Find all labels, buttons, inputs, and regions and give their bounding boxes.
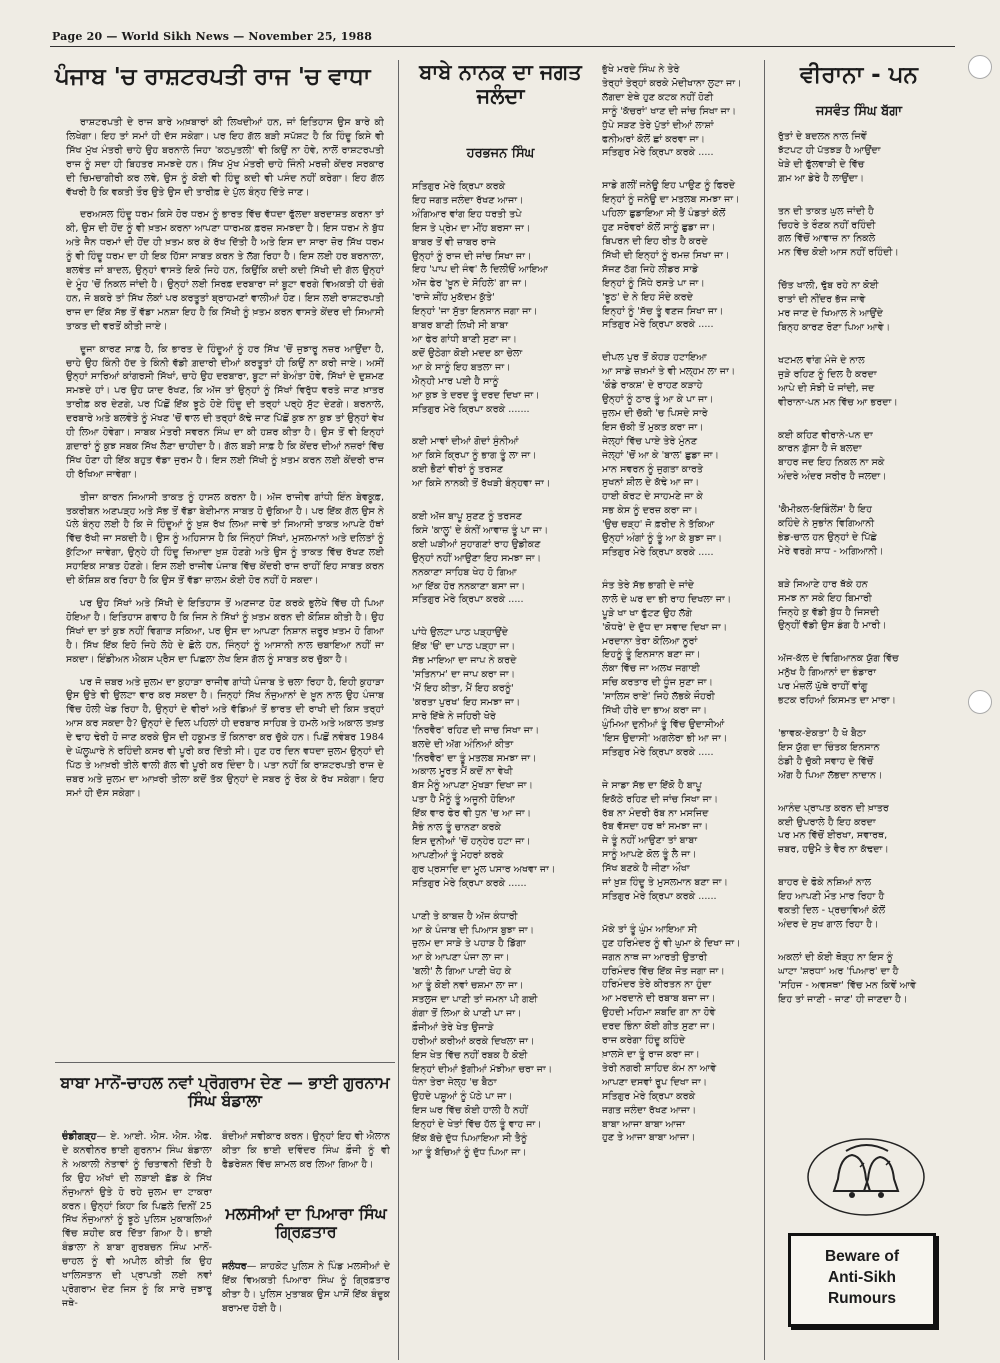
- poem-line: ਅੰਦਰ ਦੇ ਸੁਖ ਗਾਲ ਰਿਹਾ ਹੈ।: [778, 918, 879, 930]
- poem-line: ਚਿੱਤ ਖਾਲੀ, ਢੁੱਬ ਰਹੇ ਨਾ ਕੋਈ: [778, 280, 879, 292]
- poem-line: ਕਈ ਅੱਜ ਬਾਪੂ ਸੁਣਣ ਨੂੰ ਤਰਸਣ: [412, 511, 522, 523]
- stanza: [602, 179, 760, 332]
- poem-line: ਸਭ ਕੇਸ ਨੂੰ ਦਰਜ਼ ਕਰਾ ਜਾ।: [602, 505, 698, 517]
- poem-line: ਇਨ੍ਹਾਂ ਨੂੰ 'ਸੱਚ ਤੂੰ ਵਣਜ ਸਿਖਾ ਜਾ।: [602, 305, 724, 317]
- poem-line: ਸਚਿ ਕਰਤਾਰ ਦੀ ਧੂੰਜ ਸੁਣਾ ਜਾ।: [602, 677, 713, 689]
- stanza: [602, 579, 760, 760]
- poem-line: ਉਨ੍ਹਾਂ ਨੂੰ ਠਾਰ ਤੂੰ ਆ ਕੇ ਪਾ ਜਾ।: [602, 394, 714, 406]
- poem-byline: ਜਸਵੰਤ ਸਿੰਘ ਬੱਗਾ: [815, 104, 903, 119]
- poem-line: ਅਕਾਲ ਮੂਰਤ ਮੈਂ ਕਦੋਂ ਨਾ ਵੇਖੀ: [412, 766, 513, 778]
- poem-line: ਇਸ ਯੁੱਗ ਦਾ ਚਿੰਤਕ ਇਨਸਾਨ: [778, 741, 880, 753]
- poem-line: ਜੁੜੇ ਰਹਿਣ ਨੂੰ ਦਿਲ ਹੈ ਕਰਦਾ: [778, 368, 877, 380]
- poem-line: ਸਾਡੇ ਗਲੀਂ ਜਨੇਊ ਇਹ ਪਾਉਣ ਨੂੰ ਫਿਰਦੇ: [602, 180, 736, 192]
- poem-line: ਰਾਜ ਕਰੇਗਾ ਹਿੰਦੂ ਕਹਿੰਦੇ: [602, 1035, 686, 1047]
- stanza: [778, 279, 948, 335]
- poem-line: ਫ਼ੌਜੀਆਂ ਤੇਰੇ ਖੇਤ ਉਜਾੜੇ: [412, 1021, 494, 1033]
- poem-line: ਸਤਿਗੁਰ ਮੇਰੇ ਕ੍ਰਿਪਾ ਕਰਕੇ .....: [602, 547, 714, 558]
- poem-line: ਅੱਗ ਹੈ ਪਿਆ ਲੱਭਦਾ ਨਾਦਾਨ।: [778, 769, 883, 781]
- poem-line: ਬਾਬਰ ਤੋਂ ਵੀ ਜ਼ਾਬਰ ਰਾਜੇ: [412, 236, 496, 248]
- poem-line: ਇੱਕ ਬੱਚੇ ਦੁੱਧ ਪਿਆਇਆ ਸੀ ਤੈਨੂੰ: [412, 1133, 528, 1145]
- poem-line: ਮਰਦਾਨਾ ਤੇਰਾ ਕੋਲਿਆ ਨੂਰਾਂ: [602, 635, 698, 647]
- poem-line: ਆ ਕਿਸੇ ਕ੍ਰਿਪਾ ਨੂੰ ਭਾਗ ਤੂੰ ਲਾ ਜਾ।: [412, 450, 537, 462]
- poem-line: 'ਨਿਰਵੈਰ' ਦਾ ਤੂੰ ਮਤਲਬ ਸਮਝਾ ਜਾ।: [412, 752, 537, 764]
- poem-line: ਕਿਸੇ 'ਕਾਲੂ' ਦੇ ਕੰਨੀਂ ਆਵਾਜ਼ ਤੂੰ ਪਾ ਜਾ।: [412, 524, 549, 536]
- poem-line: ਬਾਹਰ ਜਦ ਇਹ ਨਿਕਲ ਨਾ ਸਕੇ: [778, 457, 885, 469]
- poem-line: ਹਰਿਮੰਦਰ ਤੇਰੇ ਕੀਰਤਨ ਨਾ ਹੁੰਦਾ: [602, 979, 712, 991]
- notice-box: [788, 1233, 936, 1327]
- stanza: [778, 503, 948, 559]
- stanza: [778, 652, 948, 708]
- binder-hole: [968, 55, 992, 79]
- poem-line: ਕਹਿੰਦੇ ਨੇ ਸੁਭਾਂਨ ਵਿਗਿਆਨੀ: [778, 518, 875, 530]
- poem-line: ਅੱਜ ਫੇਰ 'ਖ਼ੂਨ ਦੇ ਸੋਹਿਲੇ' ਗਾ ਜਾ।: [412, 278, 528, 290]
- poem-line: ਮਰ ਜਾਣ ਦੇ ਖਿਆਲ ਨੇ ਆਉਂਦੇ: [778, 308, 883, 320]
- poem-line: ਸਤਿਗੁਰ ਮੇਰੇ ਕ੍ਰਿਪਾ ਕਰਕੇ .....: [602, 147, 714, 159]
- article-paragraph: ਤੀਜਾ ਕਾਰਨ ਸਿਆਸੀ ਤਾਕਤ ਨੂੰ ਹਾਸਲ ਕਰਨਾ ਹੈ। ਅੱਜ ਰਾਜੀਵ ਗਾਂਧੀ ਇੰਨ ਬੇਵਕੂਫ਼, ਤਕਰੀਬਨ ਅਣਪੜ੍ਹ ਅਤੇ ਸੱਭ ਤੋਂ ਵੱਡਾ ਬੇਈਮਾਨ ਸਾਬਤ ਹੋ ਚੁੱਕਿਆ ਹੈ। ਪਰ ਇੱਕ ਗੱਲ ਉਸ ਨੇ ਪੱਲੇ ਬੰਨ੍ਹ ਲਈ ਹੈ ਕਿ ਜੇ ਹਿੰਦੂਆਂ ਨੂੰ ਖ਼ੁਸ਼ ਰੱਖ ਲਿਆ ਜਾਵੇ ਤਾਂ ਸਿਆਸੀ ਤਾਕਤ ਆਪਣੇ ਹੱਥਾਂ ਵਿੱਚ ਰੱਖੀ ਜਾ ਸਕਦੀ ਹੈ। ਉਸ ਨੂੰ ਅਹਿਸਾਸ ਹੈ ਕਿ ਜਿੰਨ੍ਹਾਂ ਸਿੱਖਾਂ, ਮੁਸਲਮਾਨਾਂ ਅਤੇ ਦਲਿਤਾਂ ਨੂੰ ਕੁੱਟਿਆ ਜਾਵੇਗਾ, ਉਨ੍ਹੇ ਹੀ ਹਿੰਦੂ ਜ਼ਿਆਦਾ ਖ਼ੁਸ਼ ਹੋਣਗੇ ਅਤੇ ਉਸ ਨੂੰ ਤਾਕਤ ਵਿੱਚ ਰੱਖਣ ਲਈ ਸਹਾਇਕ ਸਾਬਤ ਹੋਣਗੇ। ਇਸ ਲਈ ਰਾਜੀਵ ਪੰਜਾਬ ਵਿੱਚ ਕੇਂਦਰੀ ਰਾਜ ਰਾਹੀਂ ਇਹ ਸਾਬਤ ਕਰਨ ਦੀ ਕੋਸ਼ਿਸ਼ ਕਰ ਰਿਹਾ ਹੈ ਕਿ ਉਸ ਤੋਂ ਵੱਡਾ ਜ਼ਾਲਮ ਕੋਈ ਹੋਰ ਨਹੀਂ ਹੋ ਸਕਦਾ।: [66, 491, 384, 587]
- notice-line: Anti-Sikh: [827, 1269, 897, 1286]
- poem-line: ਕਈ ਉਪਰਾਲੇ ਹੈ ਇਹ ਕਰਦਾ: [778, 816, 876, 828]
- poem-line: ਜੇਲ੍ਹਾਂ ਵਿੱਚ ਪਾਏ ਤੇਰੇ ਮੁੰਨਣ: [602, 435, 698, 447]
- poem-line: ਹੁਣ ਹਰਿਮੰਦਰ ਨੂੰ ਵੀ ਘੁਮਾ ਕੇ ਦਿਖਾ ਜਾ।: [602, 937, 741, 949]
- poem-line: ਭਟਕ ਰਹਿਆਂ ਕਿਸਮਤ ਦਾ ਮਾਰਾ।: [778, 695, 896, 707]
- poem-line: ਸਤਿਗੁਰ ਮੇਰੇ ਕ੍ਰਿਪਾ ਕਰਕੇ: [412, 181, 506, 192]
- poem-line: ਜੇਲ੍ਹਾਂ 'ਚੋਂ ਆ ਕੇ 'ਬਾਲ' ਛੁਡਾ ਜਾ।: [602, 449, 719, 461]
- column-rule: [764, 60, 765, 1360]
- poem-line: ਖਟਮਲ ਵਾਂਗ ਮੰਜੇ ਦੇ ਨਾਲ: [778, 354, 865, 366]
- poem-line: ਅੱਜ-ਕੱਲ ਦੇ ਵਿਗਿਆਨਕ ਯੁੱਗ ਵਿੱਚ: [778, 653, 899, 665]
- poem-line: ਪਤਾ ਹੈ ਮੈਨੂੰ ਤੂੰ ਅਜੂਨੀ ਹੋਇਆ: [412, 794, 515, 806]
- poem-line: ਸਤਿਗੁਰ ਮੇਰੇ ਕ੍ਰਿਪਾ ਕਰਕੇ ......: [412, 877, 527, 889]
- poem-line: ਹਾਈ ਕੋਰਟ ਦੇ ਸਾਹਮਣੇ ਜਾ ਕੇ: [602, 491, 703, 503]
- poem-line: ਇਨ੍ਹਾਂ ਨੂੰ ਜਨੇਊ ਦਾ ਮਤਲਬ ਸਮਝਾ ਜਾ।: [602, 194, 740, 206]
- poem-line: ਬਿਪਰਨ ਦੀ ਇਹ ਰੀਤ ਹੈ ਕਰਦੇ: [602, 235, 708, 247]
- poem-line: ਦਰਦ ਭਿੰਨਾ ਕੋਈ ਗੀਤ ਸੁਣਾ ਜਾ।: [602, 1021, 716, 1033]
- article-headline: ਬਾਬਾ ਮਾਨੋਂ-ਚਾਹਲ ਨਵਾਂ ਪ੍ਰੋਗਰਾਮ ਦੇਣ — ਭਾਈ ਗੁਰਨਾਮ ਸਿੰਘ ਬੰਡਾਲਾ: [60, 1073, 390, 1111]
- poem-line: ਭੁੱਖੇ ਮਰਦੇ ਸਿੰਘ ਨੇ ਤੇਰੇ: [602, 64, 680, 75]
- poem-line: ਵਕਤੀ ਦਿਲ - ਪ੍ਰਚਾਵਿਆਂ ਕੋਲੋਂ: [778, 905, 886, 917]
- poem-column: [778, 130, 948, 1130]
- stanza: [412, 435, 598, 491]
- poem-line: ਆ ਸਾਡੇ ਜ਼ਖ਼ਮਾਂ ਤੇ ਵੀ ਮਲ੍ਹਮ ਲਾ ਜਾ।: [602, 366, 736, 378]
- stanza: [602, 923, 760, 1146]
- poem-line: ਬਾਬਾ ਆਜਾ ਬਾਬਾ ਆਜਾ: [602, 1118, 685, 1130]
- poem-line: ਠੰਡੀ ਹੈ ਚੁੱਕੀ ਸਵਾਹ ਦੇ ਵਿੱਚੋਂ: [778, 755, 874, 767]
- stanza: [412, 180, 598, 416]
- poem-line: ਤੇਰੀ ਨਗਰੀ ਸ਼ਾਹਿਦ ਕੰਮ ਨਾ ਆਵੇ: [602, 1062, 717, 1074]
- article-body-left: [62, 1130, 212, 1358]
- poem-line: ਮੱਕੇ ਤਾਂ ਤੂੰ ਘੁੰਮ ਆਇਆ ਸੀ: [602, 923, 698, 935]
- poem-line: ਇਨ੍ਹਾਂ ਦੀਆਂ ਝੁੱਗੀਆਂ ਮੱਝੀਆ ਚਰਾ ਜਾ।: [412, 1063, 553, 1075]
- poem-line: ਇਨ੍ਹਾਂ ਦੇ ਖੇਤਾਂ ਵਿੱਚ ਹੱਲ ਤੂੰ ਵਾਹ ਜਾ।: [412, 1119, 542, 1131]
- poem-line: ਫਨੀਅਰਾਂ ਕੋਲੋਂ ਛਾਂ ਕਰਵਾ ਜਾ।: [602, 133, 706, 145]
- poem-line: ਭੇਡ-ਚਾਲ ਹਨ ਉਨ੍ਹਾਂ ਦੇ ਪਿੱਛੇ: [778, 531, 877, 543]
- poem-line: ਆਨੰਦ ਪ੍ਰਾਪਤ ਕਰਨ ਦੀ ਖ਼ਾਤਰ: [778, 802, 889, 814]
- stanza: [778, 429, 948, 485]
- poem-line: ਇਸ ਤੇ ਪ੍ਰੇਮ ਦਾ ਮੀਂਹ ਬਰਸਾ ਜਾ।: [412, 222, 531, 234]
- binder-hole: [968, 690, 992, 714]
- poem-line: ਹਰੀਆਂ ਕਰੀਆਂ ਕਰਕੇ ਦਿਖਲਾ ਜਾ।: [412, 1035, 535, 1047]
- poem-line: ਗਲ ਵਿੱਚੋਂ ਆਵਾਜ਼ ਨਾ ਨਿਕਲੇ: [778, 233, 876, 245]
- poem-line: ਇਸ ਘਰ ਵਿੱਚ ਕੋਈ ਹਾਲੀ ਹੈ ਨਹੀਂ: [412, 1105, 528, 1117]
- poem-line: ਅੰਦਰੇ ਅੰਦਰ ਸਰੀਰ ਹੈ ਜਲਦਾ।: [778, 471, 887, 483]
- article-body: [222, 1260, 390, 1358]
- poem-line: ਜੇ ਤੂੰ ਨਹੀਂ ਆਉਣਾ ਤਾਂ ਬਾਬਾ: [602, 835, 698, 847]
- poem-line: ਸੰਤ ਤੇਰੇ ਸੱਭ ਭਾਗੀ ਦੇ ਜਾਂਦੇ: [602, 579, 695, 591]
- dateline: ਚੰਡੀਗੜ੍ਹ: [62, 1131, 97, 1142]
- poem-line: ਜ਼ਬਰ, ਹਉਮੈ ਤੇ ਵੈਰ ਨਾ ਕੱਢਦਾ।: [778, 844, 889, 856]
- poem-line: ਸਾਰੇ ਇੱਥੇ ਨੇ ਜਹਿਰੀ ਖੋਰੇ: [412, 710, 496, 722]
- column-rule: [398, 60, 399, 1360]
- poem-line: 'ਸਾਲਿਸ ਰਾਏ' ਜਿਹੇ ਲੱਭਕੇ ਜੌਹਰੀ: [602, 691, 715, 703]
- poem-line: ਬਾਹਰ ਦੇ ਫੋਕੇ ਨਸ਼ਿਆਂ ਨਾਲ: [778, 877, 872, 889]
- article-paragraph: ਰਾਸ਼ਟਰਪਤੀ ਦੇ ਰਾਜ ਬਾਰੇ ਅਖ਼ਬਾਰਾਂ ਕੀ ਲਿਖਦੀਆਂ ਹਨ, ਜਾਂ ਇਤਿਹਾਸ ਉਸ ਬਾਰੇ ਕੀ ਲਿਖੇਗਾ। ਇਹ ਤਾਂ ਸਮਾਂ ਹੀ ਦੱਸ ਸਕੇਗਾ। ਪਰ ਇਹ ਗੱਲ ਬੜੀ ਸਪੱਸ਼ਟ ਹੈ ਕਿ ਹਿੰਦੂ ਕਿਸੇ ਵੀ ਸਿੱਖ ਮੁੱਖ ਮੰਤਰੀ ਚਾਹੇ ਉਹ ਬਰਨਾਲੇ ਜਿਹਾ 'ਕਠਪੁਤਲੀ' ਵੀ ਕਿਉਂ ਨਾ ਹੋਵੇ, ਨਾਲੋਂ ਰਾਸ਼ਟਰਪਤੀ ਰਾਜ ਨੂੰ ਸਦਾ ਹੀ ਬਿਹਤਰ ਸਮਝਦੇ ਹਨ। ਸਿੱਖ ਮੁੱਖ ਮੰਤਰੀ ਚਾਹੇ ਜਿੰਨੀ ਮਰਜ਼ੀ ਕੇਂਦਰ ਸਰਕਾਰ ਦੀ ਚਿਮਚਾਗੀਰੀ ਕਰ ਲਵੇ, ਉਸ ਨੂੰ ਕੋਈ ਵੀ ਹਿੰਦੂ ਕਦੀ ਵੀ ਪਸੰਦ ਨਹੀਂ ਕਰੇਗਾ। ਇਹ ਗੱਲ ਵੱਖਰੀ ਹੈ ਕਿ ਵਕਤੀ ਤੌਰ ਉਤੇ ਉਸ ਦੀ ਤਾਰੀਫ਼ ਦੇ ਪੁੱਲ ਬੰਨ੍ਹ ਦਿੱਤੇ ਜਾਣ।: [66, 117, 384, 198]
- poem-line: ਗੰਗਾ ਤੋਂ ਲਿਆ ਕੇ ਪਾਣੀ ਪਾ ਜਾ।: [412, 1007, 522, 1019]
- poem-line: ਗ਼ਮ ਆ ਡੇਰੇ ਹੈ ਲਾਉਂਦਾ।: [778, 172, 865, 184]
- poem-line: ਰਾਤਾਂ ਦੀ ਨੀਂਦਰ ਭੱਜ ਜਾਵੇ: [778, 294, 866, 306]
- poem-line: ਝੱਟਪਟ ਹੀ ਪੱਤਝੜ ਹੈ ਆਉਂਦਾ: [778, 144, 881, 156]
- poem-line: 'ਇਸ ਉਦਾਸੀ' ਅਗਲੇਰਾ ਭੀ ਆ ਜਾ।: [602, 732, 728, 744]
- poem-line: ਜ਼ੁਲਮ ਦੀ ਚੱਕੀ 'ਚ ਪਿਸਦੇ ਸਾਰੇ: [602, 407, 708, 419]
- poem-line: ਨਨਕਾਣਾ ਸਾਹਿਬ ਖੇਹ ਹੋ ਗਿਆ: [412, 566, 517, 578]
- poem-line: ਆ ਤੂੰ ਕੋਈ ਨਵਾਂ ਚਸ਼ਮਾ ਲਾ ਜਾ।: [412, 980, 524, 992]
- poem-line: ਸਿੱਖੀ ਦੀ ਇਨ੍ਹਾਂ ਨੂੰ ਰਮਜ਼ ਸਿਖਾ ਜਾ।: [602, 249, 730, 261]
- stanza: [412, 510, 598, 607]
- stanza: [602, 779, 760, 904]
- poem-line: ਘੁੰਮਿਆ ਦੁਨੀਆਂ ਤੂੰ ਵਿੱਚ ਉਦਾਸੀਆਂ: [602, 718, 725, 730]
- stanza: [412, 910, 598, 1160]
- poem-line: ਸਿੱਖੀ ਹੀਰੇ ਦਾ ਭਾਅ ਕਰਾ ਜਾ।: [602, 705, 708, 717]
- poem-line: ਮਨ ਵਿੱਚ ਕੋਈ ਆਸ ਨਹੀਂ ਰਹਿੰਦੀ।: [778, 247, 899, 259]
- poem-line: ਮਾਨ ਸਵਰਨ ਨੂੰ ਜੁਗਤਾ ਕਾਰਤੇ: [602, 463, 704, 475]
- poem-line: ਇਸ ਦੁਨੀਆਂ 'ਚੋਂ ਹਨ੍ਹੇਰ ਹਟਾ ਜਾ।: [412, 835, 531, 847]
- poem-line: ਆ ਕੇ ਆਪਣਾ ਪੰਜਾ ਲਾ ਜਾ।: [412, 952, 510, 964]
- notice-line: Beware of: [824, 1248, 900, 1265]
- stanza: [778, 951, 948, 1007]
- poem-title: ਬਾਬੇ ਨਾਨਕ ਦਾ ਜਗਤ ਜਲੰਦਾ: [419, 60, 582, 109]
- poem-line: ਇਹ ਤਾਂ ਜਾਣੀ - ਜਾਣ' ਹੀ ਜਾਣਦਾ ਹੈ।: [778, 993, 908, 1005]
- article-paragraph: ਦੂਜਾ ਕਾਰਣ ਸਾਫ਼ ਹੈ, ਕਿ ਭਾਰਤ ਦੇ ਹਿੰਦੂਆਂ ਨੂੰ ਹਰ ਸਿੱਖ 'ਚੋਂ ਜੁਝਾਰੂ ਨਜ਼ਰ ਆਉਂਦਾ ਹੈ, ਚਾਹੇ ਉਹ ਕਿੰਨੀ ਹੱਦ ਤੇ ਕਿੰਨੀ ਵੱਡੀ ਗ਼ਦਾਰੀ ਦੀਆਂ ਕਰਤੂਤਾਂ ਹੀ ਕਿਉਂ ਨਾ ਕਰੀ ਜਾਏ। ਅਸੀਂ ਉਨ੍ਹਾਂ ਸਾਰਿਆਂ ਕਾਂਗਰਸੀ ਸਿੱਖਾਂ, ਚਾਹੇ ਉਹ ਦਰਬਾਰਾ, ਬੂਟਾ ਜਾਂ ਬੇਅੰਤਾ ਹੋਵੇ, ਸਿੱਖਾਂ ਦੇ ਦੁਸ਼ਮਣ ਸਮਝਦੇ ਹਾਂ। ਪਰ ਉਹ ਯਾਦ ਰੱਖਣ, ਕਿ ਅੱਜ ਤਾਂ ਉਨ੍ਹਾਂ ਨੂੰ ਸਿੱਖਾਂ ਵਿਰੁੱਧ ਵਰਤੇ ਜਾਣ ਖ਼ਾਤਰ ਤਾਰੀਫ਼ ਕਰ ਦੇਣਗੇ, ਪਰ ਪਿੱਛੋਂ ਇੱਕ ਝੂਠੇ ਹੋਏ ਹਿੰਦੂ ਦੀ ਤਰ੍ਹਾਂ ਪਰ੍ਹੇ ਸੁੱਟ ਦੇਣਗੇ। ਬਰਨਾਲੇ, ਦਰਬਾਰੇ ਅਤੇ ਬਲਵੰਤੇ ਨੂੰ ਮੱਖਣ 'ਚੋਂ ਵਾਲ ਦੀ ਤਰ੍ਹਾਂ ਕੱਢੇ ਜਾਣ ਪਿੱਛੋਂ ਕੁਝ ਨਾ ਕੁਝ ਤਾਂ ਉਨ੍ਹਾਂ ਵੇਖ ਹੀ ਲਿਆ ਹੋਵੇਗਾ। ਸਾਬਕ ਮੰਤਰੀ ਸਵਰਨ ਸਿੰਘ ਦਾ ਕੀ ਹਸ਼ਰ ਕੀਤਾ ਹੈ। ਉਸ ਤੋਂ ਵੀ ਇਨ੍ਹਾਂ ਗ਼ਦਾਰਾਂ ਨੂੰ ਕੁਝ ਸਬਕ ਸਿੱਖ ਲੈਣਾ ਚਾਹੀਦਾ ਹੈ। ਗੱਲ ਬੜੀ ਸਾਫ਼ ਹੈ ਕਿ ਕੇਂਦਰ ਦੀਆਂ ਨਜ਼ਰਾਂ ਵਿੱਚ ਸਿੱਖ ਹੋਣਾ ਹੀ ਇੱਕ ਬਹੁਤ ਵੱਡਾ ਜੁਰਮ ਹੈ। ਇਸ ਲਈ ਸਿੱਖੀ ਨੂੰ ਖ਼ਤਮ ਕਰਨ ਲਈ ਕੇਂਦਰੀ ਰਾਜ ਹੀ ਰੱਖਿਆ ਜਾਵੇਗਾ।: [66, 343, 384, 480]
- poem-line: ਗੁਰ ਪ੍ਰਸਾਦਿ ਦਾ ਮੂਲ ਪਸਾਰ ਅਖਵਾ ਜਾ।: [412, 863, 556, 875]
- poem-line: ਦੀਪਲ ਪੁਰ ਤੋਂ ਕੋਹੜ ਹਟਾਇਆ: [602, 352, 707, 364]
- poem-line: ਧੰਨਾ ਤੇਰਾ ਜੇਲ੍ਹ 'ਚ ਬੈਠਾ: [412, 1077, 497, 1089]
- poem-line: ਜ਼ੁਲਮ ਦਾ ਸਾੜੇ ਤੇ ਪਹਾੜ ਹੈ ਡਿੱਗਾ: [412, 938, 526, 950]
- stanza: [602, 63, 760, 160]
- poem-line: 'ਭਾਵਕ-ਏਕਤਾ' ਹੈ ਖੋ ਬੈਠਾ: [778, 728, 866, 739]
- poem-line: ਘਾਟਾ 'ਸ਼ਰਧਾ' ਅਰ 'ਪਿਆਰ' ਦਾ ਹੈ: [778, 965, 899, 977]
- poem-line: ਵੀਰਾਨਾ-ਪਨ ਮਨ ਵਿੱਚ ਆ ਭਰਦਾ।: [778, 396, 898, 408]
- poem-line: ਜਾਂ ਖ਼ੁਸ਼ ਹਿੰਦੂ ਤੇ ਮੁਸਲਮਾਨ ਬਣਾ ਜਾ।: [602, 877, 728, 889]
- poem-line: ਉਹਦੀ ਮਹਿਮਾ ਸ਼ਬਦਿ ਗਾ ਨਾ ਹੋਵੇ: [602, 1007, 716, 1019]
- top-rule: [50, 46, 955, 47]
- poem-line: ਪਹਿਲਾ ਛੁਡਾਇਆ ਸੀ ਤੈਂ ਪੰਡਤਾਂ ਕੋਲੋਂ: [602, 208, 726, 220]
- poem-line: ਉਨ੍ਹਾਂ ਨੂੰ ਰਾਜ ਦੀ ਜਾਂਚ ਸਿਖਾ ਜਾ।: [412, 250, 532, 262]
- poem-line: ਜਗਨ ਨਾਥ ਜਾ ਆਰਤੀ ਉਤਾਰੀ: [602, 951, 708, 963]
- poem-line: ਉਹਦੇ ਪਸ਼ੂਆਂ ਨੂੰ ਪੱਠੇ ਪਾ ਜਾ।: [412, 1091, 513, 1103]
- stanza: [778, 130, 948, 186]
- poem-line: ਇਹ ਆਪਣੀ ਮੌਤ ਮਾਰ ਰਿਹਾ ਹੈ: [778, 891, 885, 903]
- poem-line: ਕਈ ਮਾਵਾਂ ਦੀਆਂ ਗੋਦਾਂ ਸੁੰਨੀਆਂ: [412, 436, 519, 448]
- poem-line: ਰੱਬ ਨਾ ਮੰਦਰੀ ਰੱਬ ਨਾ ਮਸਜਿਦ: [602, 807, 709, 819]
- poem-line: ਕਈ ਭੈਣਾਂ ਵੀਰਾਂ ਨੂੰ ਤਰਸਣ: [412, 464, 504, 476]
- poem-line: 'ਕਰਤਾ ਪੁਰਖ' ਇਹ ਸਮਝਾ ਜਾ।: [412, 696, 521, 708]
- poem-line: 'ਬਲੀ' ਲੈ ਗਿਆ ਪਾਣੀ ਖੋਹ ਕੇ: [412, 966, 512, 978]
- poem-line: ਸੱਭ ਮਾਇਆ ਦਾ ਜਾਪ ਨੇ ਕਰਦੇ: [412, 655, 517, 667]
- bells-emblem-icon: [802, 1135, 930, 1219]
- poem-line: ਬਾਬਰ ਬਾਣੀ ਲਿਖੀ ਸੀ ਬਾਬਾ: [412, 320, 509, 332]
- poem-line: ਸਾਨੂੰ ਆਪਣੇ ਕੋਲ ਤੂੰ ਲੈ ਜਾ।: [602, 849, 697, 861]
- poem-line: ਜਗਤ ਜਲੰਦਾ ਰੱਖਣ ਆਜਾ।: [602, 1104, 697, 1116]
- poem-line: ਤਨ ਦੀ ਤਾਕਤ ਘੁਲ ਜਾਂਦੀ ਹੈ: [778, 205, 874, 217]
- poem-line: ਪਾਣੀ ਤੇ ਕਾਬਜ਼ ਹੈ ਅੱਜ ਕੰਧਾਰੀ: [412, 910, 518, 922]
- poem-line: ਮਨੁੱਖ ਹੈ ਗਿਆਨਾਂ ਦਾ ਭੰਡਾਰਾ: [778, 667, 877, 679]
- poem-line: ਅੰਗਿਆਰ ਵਾਂਗ ਇਹ ਧਰਤੀ ਤਪੇ: [412, 208, 522, 220]
- divider: [55, 1062, 395, 1063]
- poem-line: ਉਨ੍ਹਾਂ ਨਹੀਂ ਆਉਣਾ ਇਹ ਸਮਝਾ ਜਾ।: [412, 552, 542, 564]
- poem-line: ਜਿਨ੍ਹੇ ਕੁ ਵੱਡੀ ਬੁੱਧ ਹੈ ਜਿਸਦੀ: [778, 606, 880, 618]
- poem-line: ਆ ਤੂੰ ਬੱਚਿਆਂ ਨੂੰ ਦੁੱਧ ਪਿਆ ਜਾ।: [412, 1147, 527, 1158]
- poem-line: ਸਿੱਖ ਬਣਕੇ ਹੈ ਜੀਣਾ ਔਖਾ: [602, 863, 690, 875]
- poem-line: ਕਦੋਂ ਉਠੇਗਾ ਕੋਈ ਮਦਦ ਕਾ ਚੇਲਾ: [412, 347, 523, 359]
- stanza: [602, 351, 760, 560]
- poem-line: ਸੁਖਨਾਂ ਸ਼ੀਲ ਦੇ ਕੱਢੇ ਆ ਜਾ।: [602, 477, 700, 489]
- article-text: ਬੰਦੀਆਂ ਸਵੀਕਾਰ ਕਰਨ। ਉਨ੍ਹਾਂ ਇਹ ਵੀ ਐਲਾਨ ਕੀਤਾ ਕਿ ਭਾਈ ਦਵਿੰਦਰ ਸਿੰਘ ਫ਼ੌਜੀ ਨੂੰ ਵੀ ਫੈਡਰੇਸ਼ਨ ਵਿੱਚ ਸ਼ਾਮਲ ਕਰ ਲਿਆ ਗਿਆ ਹੈ।: [222, 1131, 390, 1170]
- poem-line: ਕਈ ਕਹਿਣ ਵੀਰਾਨੇ-ਪਨ ਦਾ: [778, 429, 873, 441]
- stanza: [778, 354, 948, 410]
- poem-line: ਆ ਕੇ ਸਾਨੂੰ ਇਹ ਬਤਲਾ ਜਾ।: [412, 361, 511, 373]
- poem-line: ਸਤਲੁਜ ਦਾ ਪਾਣੀ ਤਾਂ ਜਮਨਾ ਪੀ ਗਈ: [412, 994, 538, 1006]
- poem-line: ਸਤਿਗੁਰ ਮੇਰੇ ਕ੍ਰਿਪਾ ਕਰਕੇ .....: [412, 594, 524, 606]
- poem-byline: ਹਰਭਜਨ ਸਿੰਘ: [466, 146, 535, 161]
- poem-line: ਖੇੜੇ ਦੀ ਫੁੱਲਵਾੜੀ ਦੇ ਵਿੱਚ: [778, 158, 865, 170]
- poem-line: ਆਪਣਾ ਦਸਵਾਂ ਰੂਪ ਦਿਖਾ ਜਾ।: [602, 1076, 708, 1088]
- poem-line: ਬੱਸ ਮੈਨੂੰ ਆਪਣਾ ਮੁੱਖੜਾ ਦਿਖਾ ਜਾ।: [412, 780, 533, 792]
- poem-line: ਸਾਨੂੰ 'ਕੱਚਰਾਂ' ਖਾਣ ਦੀ ਜਾਂਚ ਸਿਖਾ ਜਾ।: [602, 105, 737, 117]
- poem-line: ਹੁਣ ਸਰੋਵਰਾਂ ਕੋਲੋਂ ਸਾਨੂੰ ਛੁਡਾ ਜਾ।: [602, 222, 716, 234]
- poem-line: ਇਹਨੂੰ ਤੂੰ ਇਨਸਾਨ ਬਣਾ ਜਾ।: [602, 649, 701, 661]
- poem-line: ਲਾਲੋ ਦੇ ਘਰ ਦਾ ਭੀ ਰਾਹ ਦਿਖਲਾ ਜਾ।: [602, 593, 732, 605]
- poem-line: ਬਿਨ੍ਹ ਕਾਰਣ ਰੋਣਾ ਪਿਆ ਆਵੇ।: [778, 321, 891, 333]
- poem-line: ਇਸ ਚੱਕੀ ਤੋਂ ਮੁਕਤ ਕਰਾ ਜਾ।: [602, 421, 704, 433]
- poem-line: 'ਨਿਰਵੈਰ' ਰਹਿਣ ਦੀ ਜਾਚ ਸਿਖਾ ਜਾ।: [412, 724, 540, 736]
- poem-line: ਆ ਕੁਝ ਤੇ ਦਰਦ ਤੂੰ ਦਰਦ ਦਿਖਾ ਜਾ।: [412, 389, 540, 401]
- page-header: Page 20 — World Sikh News — November 25, 1988: [52, 30, 373, 43]
- poem-line: ਧੁੱਪੇ ਸੜਣ ਤੇਰੇ ਪੁੱਤਾਂ ਦੀਆਂ ਲਾਸ਼ਾਂ: [602, 119, 714, 131]
- article-headline: ਮਲਸੀਆਂ ਦਾ ਪਿਆਰਾ ਸਿੰਘ ਗ੍ਰਿਫ਼ਤਾਰ: [225, 1204, 387, 1242]
- poem-line: ਹਰਿਮੰਦਰ ਵਿੱਚ ਇੱਕ ਜੋਤ ਜਗਾ ਜਾ।: [602, 965, 725, 977]
- stanza: [778, 578, 948, 634]
- stanza: [778, 727, 948, 783]
- stanza: [412, 626, 598, 890]
- poem-line: 'ਸਤਿਨਾਮ' ਦਾ ਜਾਪ ਕਰਾ ਜਾ।: [412, 669, 516, 681]
- poem-line: ਅਕਲਾਂ ਦੀ ਕੋਈ ਥੋੜ੍ਹ ਨਾ ਇਸ ਨੂੰ: [778, 951, 893, 963]
- poem-line: 'ਕੈਮੀਕਲ-ਇਬਿੰਲੇਂਸ' ਹੈ ਇਹ: [778, 504, 873, 516]
- poem-line: 'ਸਹਿਜ - ਅਵਸਥਾ' ਵਿੱਚ ਮਨ ਕਿਵੇਂ ਆਵੇ: [778, 979, 917, 991]
- poem-line: ਆ ਮਰਦਾਨੇ ਦੀ ਰਬਾਬ ਬਜਾ ਜਾ।: [602, 993, 716, 1005]
- poem-line: ਪੂੜੇ ਖਾ ਖਾ ਫੁੱਟਣ ਉਹ ਲੱਗੇ: [602, 607, 693, 619]
- article-body: [66, 116, 384, 1054]
- poem-line: ਕਈ ਘੜੀਆਂ ਸੁਹਾਗਣਾਂ ਰਾਹ ਉਡੀਕਣ: [412, 538, 541, 550]
- poem-line: ਸਤਿਗੁਰ ਮੇਰੇ ਕ੍ਰਿਪਾ ਕਰਕੇ .......: [412, 403, 530, 415]
- poem-line: ਚਿਹਰੇ ਤੇ ਰੌਣਕ ਨਹੀਂ ਰਹਿੰਦੀ: [778, 219, 876, 231]
- poem-line: ਸਤਿਗੁਰ ਮੇਰੇ ਕ੍ਰਿਪਾ ਕਰਕੇ .....: [602, 319, 714, 331]
- stanza: [778, 876, 948, 932]
- poem-line: ਇਕੱਠੇ ਰਹਿਣ ਦੀ ਜਾਂਚ ਸਿਖਾ ਜਾ।: [602, 793, 719, 805]
- poem-line: ਇੱਕ 'ਓਂ' ਦਾ ਪਾਠ ਪੜ੍ਹਾ ਜਾ।: [412, 641, 516, 653]
- stanza: [778, 802, 948, 858]
- poem-line: ਤੇਰ੍ਹਾਂ ਤੇਰ੍ਹਾਂ ਕਰਕੇ ਮੋਦੀਖਾਨਾ ਲੁਟਾ ਜਾ।: [602, 77, 742, 89]
- poem-line: ਸਤਿਗੁਰ ਮੇਰੇ ਕ੍ਰਿਪਾ ਕਰਕੇ .....: [602, 746, 714, 758]
- poem-line: ਆ ਕੇ ਪੰਜਾਬ ਦੀ ਪਿਆਸ ਬੁਝਾ ਜਾ।: [412, 924, 535, 936]
- article-paragraph: ਦਰਅਸਲ ਹਿੰਦੂ ਧਰਮ ਕਿਸੇ ਹੋਰ ਧਰਮ ਨੂੰ ਭਾਰਤ ਵਿੱਚ ਵੱਧਦਾ ਫੁੱਲਦਾ ਬਰਦਾਸ਼ਤ ਕਰਨਾ ਤਾਂ ਕੀ, ਉਸ ਦੀ ਹੋਂਦ ਨੂੰ ਵੀ ਖ਼ਤਮ ਕਰਨਾ ਆਪਣਾ ਧਾਰਮਕ ਫ਼ਰਜ਼ ਸਮਝਦਾ ਹੈ। ਇਸ ਧਰਮ ਨੇ ਬੁੱਧ ਅਤੇ ਜੈਨ ਧਰਮਾਂ ਦੀ ਹੋਂਦ ਹੀ ਖ਼ਤਮ ਕਰ ਕੇ ਰੱਖ ਦਿੱਤੀ ਹੈ ਅਤੇ ਇਸ ਦਾ ਸਾਰਾ ਜ਼ੋਰ ਸਿੱਖ ਧਰਮ ਨੂੰ ਵੀ ਹਿੰਦੂ ਧਰਮ ਦਾ ਹੀ ਇਕ ਹਿੱਸਾ ਸਾਬਤ ਕਰਨ ਤੇ ਲੱਗ ਰਿਹਾ ਹੈ। ਇਸ ਲਈ ਹਰ ਬਰਨਾਲਾ, ਬਲਵੰਤ ਜਾਂ ਬਾਦਲ, ਉਨ੍ਹਾਂ ਵਾਸਤੇ ਇਕੋ ਜਿਹੇ ਹਨ, ਕਿਉਂਕਿ ਕਦੀ ਕਦੀ ਸਿੱਖੀ ਦੀ ਗੱਲ ਉਨ੍ਹਾਂ ਦੇ ਮੂੰਹ 'ਚੋਂ ਨਿਕਲ ਜਾਂਦੀ ਹੈ। ਉਨ੍ਹਾਂ ਲਈ ਸਿਰਫ਼ ਦਰਬਾਰਾ ਜਾਂ ਬੂਟਾ ਵਰਗੇ ਵਿਅਕਤੀ ਹੀ ਚੰਗੇ ਹਨ, ਜੋ ਬਕਰੇ ਤਾਂ ਸਿੱਖ ਲੋਕਾਂ ਪਰ ਕਰਤੂਤਾਂ ਬ੍ਰਾਹਮਣਾਂ ਵਾਲੀਆਂ ਹੋਣ। ਇਸ ਲਈ ਰਾਸ਼ਟਰਪਤੀ ਰਾਜ ਦਾ ਇੱਕ ਸੱਭ ਤੋਂ ਵੱਡਾ ਮਨਸ਼ਾ ਇਹ ਹੈ ਕਿ ਸਿੱਖੀ ਨੂੰ ਖ਼ਤਮ ਕਰਨ ਵਾਸਤੇ ਕੇਂਦਰ ਦੀ ਸਿਆਸੀ ਤਾਕਤ ਦੀ ਵਰਤੋਂ ਕੀਤੀ ਜਾਏ।: [66, 209, 384, 332]
- poem-line: ਲੰਕਾ ਵਿੱਚ ਜਾ ਅਲਖ ਜਗਾਈ: [602, 663, 700, 675]
- poem-column: [412, 180, 598, 1360]
- poem-line: 'ਝੂਠ' ਦੇ ਨੇ ਇਹ ਸੌਦੇ ਕਰਦੇ: [602, 291, 694, 303]
- notice-line: Rumours: [827, 1290, 897, 1307]
- poem-line: ਕਾਰਨ ਗ਼ੁੱਸਾ ਹੈ ਜੋ ਬਲਦਾ: [778, 443, 862, 455]
- poem-line: 'ਉਚ ਚੜ੍ਹ' ਜੋ ਫ਼ਰੀਦ ਨੇ ਤੱਕਿਆ: [602, 519, 715, 531]
- poem-line: ਮੇਰੇ ਵਰਗੇ ਸਾਧ - ਅਗਿਆਨੀ।: [778, 545, 884, 557]
- poem-line: ਉਨ੍ਹਾਂ ਅੰਗਾਂ ਨੂੰ ਤੂੰ ਆ ਕੇ ਬੁਝਾ ਜਾ।: [602, 533, 723, 545]
- dateline: ਜਲੰਧਰ: [222, 1261, 247, 1272]
- poem-line: ਆ ਫੇਰ ਗਾਂਧੀ ਬਾਣੀ ਸੁਣਾ ਜਾ।: [412, 333, 517, 345]
- poem-line: ਰੱਬ ਵੱਸਦਾ ਹਰ ਥਾਂ ਸਮਝਾ ਜਾ।: [602, 821, 709, 833]
- poem-line: ਉਨ੍ਹੀਂ ਵੱਡੀ ਉਸ ਡੰਗ ਹੈ ਮਾਰੀ।: [778, 620, 887, 632]
- poem-line: ਐਨ੍ਹੀ ਮਾਰ ਪਈ ਹੈ ਸਾਨੂੰ: [412, 375, 499, 387]
- poem-line: ਆਪਣੀਆਂ ਤੂੰ ਮੋਹਰਾਂ ਕਰਕੇ: [412, 849, 504, 861]
- article-body-right: [222, 1130, 390, 1190]
- poem-line: ਆ ਇੱਕ ਹੋਰ ਨਨਕਾਣਾ ਬਸਾ ਜਾ।: [412, 580, 526, 592]
- poem-line: ਖ਼ਾਲਸੇ ਦਾ ਤੂੰ ਰਾਜ ਕਰਾ ਜਾ।: [602, 1049, 700, 1060]
- poem-line: ਆਪੇ ਦੀ ਸੋਝੀ ਖੋ ਜਾਂਦੀ, ਜਦ: [778, 382, 875, 394]
- poem-line: ਇਨ੍ਹਾਂ ਨੂੰ ਸਿੱਧੇ ਰਸਤੇ ਪਾ ਜਾ।: [602, 277, 705, 289]
- poem-line: ਪਰ ਮੰਜ਼ਲੋਂ ਘੁੱਥੇ ਰਾਹੀਂ ਵਾਂਗੂ: [778, 681, 868, 693]
- poem-line: ਪਾਂਧੇ ਉਲਟਾ ਪਾਠ ਪੜ੍ਹਾਉਂਦੇ: [412, 627, 509, 639]
- poem-column: [602, 63, 760, 1360]
- poem-line: 'ਮੈਂ ਇਹ ਕੀਤਾ, ਮੈਂ ਇਹ ਕਰਨੂੰ': [412, 683, 514, 694]
- poem-line: ਇਹ ਜਗਤ ਜਲੰਦਾ ਰੱਖਣ ਆਜਾ।: [412, 194, 524, 206]
- poem-line: ਪਰ ਮਨ ਵਿੱਚੋਂ ਈਰਖਾ, ਸਵਾਰਥ,: [778, 830, 888, 842]
- poem-line: ਇੱਕ ਵਾਰ ਫੇਰ ਵੀ ਧੁਨ 'ਚ ਆ ਜਾ।: [412, 808, 532, 820]
- article-paragraph: ਪਰ ਜੋ ਜ਼ਬਰ ਅਤੇ ਜ਼ੁਲਮ ਦਾ ਕੁਹਾੜਾ ਰਾਜੀਵ ਗਾਂਧੀ ਪੰਜਾਬ ਤੇ ਚਲਾ ਰਿਹਾ ਹੈ, ਇਹੀ ਕੁਹਾੜਾ ਉਸ ਉਤੇ ਵੀ ਉਲਟਾ ਵਾਰ ਕਰ ਸਕਦਾ ਹੈ। ਜਿਨ੍ਹਾਂ ਸਿੱਖ ਨੌਜੁਆਨਾਂ ਦੇ ਖ਼ੂਨ ਨਾਲ ਉਹ ਪੰਜਾਬ ਵਿੱਚ ਹੋਲੀ ਖੇਡ ਰਿਹਾ ਹੈ, ਉਨ੍ਹਾਂ ਦੇ ਵੀਰਾਂ ਅਤੇ ਵੱਡਿਆਂ ਤੋਂ ਭਾਰਤ ਦੀ ਰਾਖੀ ਦੀ ਕਿਸ ਤਰ੍ਹਾਂ ਆਸ ਕਰ ਸਕਦਾ ਹੈ? ਉਨ੍ਹਾਂ ਦੇ ਦਿਲ ਪਹਿਲਾਂ ਹੀ ਦਰਬਾਰ ਸਾਹਿਬ ਤੇ ਹਮਲੇ ਅਤੇ ਅਕਾਲ ਤਖ਼ਤ ਦੇ ਢਾਹ ਢੇਰੀ ਹੋ ਜਾਣ ਕਰਕੇ ਉਸ ਦੀ ਹਕੂਮਤ ਤੋਂ ਕਿਨਾਰਾ ਕਰ ਚੁੱਕੇ ਹਨ। ਪਿਛੋਂ ਨਵੰਬਰ 1984 ਦੇ ਘੱਲੂਘਾਰੇ ਨੇ ਰਹਿੰਦੀ ਕਸਰ ਵੀ ਪੂਰੀ ਕਰ ਦਿੱਤੀ ਸੀ। ਹੁਣ ਹਰ ਦਿਨ ਵਧਦਾ ਜ਼ੁਲਮ ਉਨ੍ਹਾਂ ਦੀ ਪਿੱਠ ਤੇ ਆਖ਼ਰੀ ਤੀਲੇ ਵਾਲੀ ਗੱਲ ਵੀ ਪੂਰੀ ਕਰ ਦਿੰਦਾ ਹੈ। ਪਤਾ ਨਹੀਂ ਕਿ ਰਾਸ਼ਟਰਪਤੀ ਰਾਜ ਦੇ ਜ਼ਬਰ ਅਤੇ ਜ਼ੁਲਮ ਦਾ ਆਖ਼ਰੀ ਤੀਲਾ ਕਦੋਂ ਤੱਕ ਉਨ੍ਹਾਂ ਦੇ ਸਬਰ ਨੂੰ ਰੋਕ ਕੇ ਰੱਖ ਸਕੇਗਾ। ਇਹ ਸਮਾਂ ਹੀ ਦੱਸ ਸਕੇਗਾ।: [66, 676, 384, 799]
- stanza: [778, 205, 948, 261]
- poem-line: 'ਰਾਜੇ ਸ਼ੀਂਹ ਮੁਕੱਦਮ ਕੁੱਤੇ': [412, 292, 495, 304]
- poem-line: ਰੁੱਤਾਂ ਦੇ ਬਦਲਨ ਨਾਲ ਜਿਵੇਂ: [778, 131, 867, 142]
- poem-line: ਲੱਗਦਾ ਏਥੇ ਹੁਣ ਕਟਕ ਨਹੀਂ ਹੋਣੀ: [602, 91, 714, 103]
- poem-line: ਜੇ ਸਾਡਾ ਸੱਭ ਦਾ ਇੱਕੋ ਹੈ ਬਾਪੂ: [602, 779, 702, 791]
- poem-line: ਬਲਦੇ ਦੀ ਅੱਗ ਅੰਨਿਆਂ ਕੀਤਾ: [412, 738, 514, 750]
- poem-title: ਵੀਰਾਨਾ - ਪਨ: [800, 62, 918, 88]
- poem-line: ਬੜੇ ਸਿਆਣੇ ਹਾਰ ਥੱਕੇ ਹਨ: [778, 578, 868, 590]
- article-text: — ਏ. ਆਈ. ਐਸ. ਐਸ. ਐਫ. ਦੇ ਕਨਵੀਨਰ ਭਾਈ ਗੁਰਨਾਮ ਸਿੰਘ ਬੰਡਾਲਾ ਨੇ ਅਕਾਲੀ ਨੇਤਾਵਾਂ ਨੂੰ ਚਿਤਾਵਨੀ ਦਿੱਤੀ ਹੈ ਕਿ ਉਹ ਅੱਖਾਂ ਦੀ ਲੜਾਈ ਛੱਡ ਕੇ ਸਿੱਖ ਨੌਜੁਆਨਾਂ ਉਤੇ ਹੋ ਰਹੇ ਜ਼ੁਲਮ ਦਾ ਟਾਕਰਾ ਕਰਨ। ਉਨ੍ਹਾਂ ਕਿਹਾ ਕਿ ਪਿਛਲੇ ਦਿਨੀਂ 25 ਸਿੱਖ ਨੌਜੁਆਨਾਂ ਨੂੰ ਝੂਠੇ ਪੁਲਿਸ ਮੁਕਾਬਲਿਆਂ ਵਿੱਚ ਸ਼ਹੀਦ ਕਰ ਦਿੱਤਾ ਗਿਆ ਹੈ। ਭਾਈ ਬੰਡਾਲਾ ਨੇ ਬਾਬਾ ਗੁਰਬਚਨ ਸਿੰਘ ਮਾਨੋਂ-ਚਾਹਲ ਨੂੰ ਵੀ ਅਪੀਲ ਕੀਤੀ ਕਿ ਉਹ ਖਾਲਿਸਤਾਨ ਦੀ ਪ੍ਰਾਪਤੀ ਲਈ ਨਵਾਂ ਪ੍ਰੋਗਰਾਮ ਦੇਣ ਜਿਸ ਨੂੰ ਕਿ ਸਾਰੇ ਜੁਝਾਰੂ ਜਥੇ-: [62, 1131, 212, 1309]
- poem-line: ਇਨ੍ਹਾਂ 'ਜਾ ਸੁੱਤਾ ਇਨਸਾਨ ਜਗਾ ਜਾ।: [412, 306, 538, 318]
- poem-line: ਇਹ 'ਪਾਪ ਦੀ ਜੰਞ' ਲੈ ਦਿਲੀਓਂ ਆਇਆ: [412, 264, 548, 276]
- poem-line: ਸਮਝ ਨਾ ਸਕੇ ਇਹ ਬਿਮਾਰੀ: [778, 592, 872, 604]
- article-paragraph: ਪਰ ਉਹ ਸਿੱਖਾਂ ਅਤੇ ਸਿੱਖੀ ਦੇ ਇਤਿਹਾਸ ਤੋਂ ਅਣਜਾਣ ਹੋਣ ਕਰਕੇ ਭੁਲੇਖੇ ਵਿੱਚ ਹੀ ਪਿਆ ਹੋਇਆ ਹੈ। ਇਤਿਹਾਸ ਗਵਾਹ ਹੈ ਕਿ ਜਿਸ ਨੇ ਸਿੱਖਾਂ ਨੂੰ ਖ਼ਤਮ ਕਰਨ ਦੀ ਕੋਸ਼ਿਸ਼ ਕੀਤੀ ਹੈ। ਉਹ ਸਿੱਖਾਂ ਦਾ ਤਾਂ ਕੁਝ ਨਹੀਂ ਵਿਗਾੜ ਸਕਿਆ, ਪਰ ਉਸ ਦਾ ਆਪਣਾ ਨਿਸ਼ਾਨ ਜ਼ਰੂਰ ਖ਼ਤਮ ਹੋ ਗਿਆ ਹੈ। ਸਿੱਖ ਇੱਕ ਇਹੋ ਜਿਹੇ ਲੋਹੇ ਦੇ ਛੋਲੇ ਹਨ, ਜਿੰਨ੍ਹਾਂ ਨੂੰ ਆਸਾਨੀ ਨਾਲ ਚਬਾਇਆ ਨਹੀਂ ਜਾ ਸਕਦਾ। ਇੰਡੀਅਨ ਐਕਸ ਪ੍ਰੈਸ ਦਾ ਪਿਛਲਾ ਲੇਖ ਇਸ ਗੱਲ ਨੂੰ ਸਾਬਤ ਕਰ ਚੁੱਕਾ ਹੈ।: [66, 598, 384, 665]
- article-headline: ਪੰਜਾਬ 'ਚ ਰਾਸ਼ਟਰਪਤੀ ਰਾਜ 'ਚ ਵਾਧਾ: [55, 64, 371, 90]
- poem-line: ਸੈਭੰ ਨਾਲ ਤੂੰ ਚਾਨਣਾ ਕਰਕੇ: [412, 822, 502, 834]
- poem-line: ਆ ਕਿਸੇ ਨਾਨਕੀ ਤੋਂ ਰੱਖੜੀ ਬੰਨ੍ਹਵਾ ਜਾ।: [412, 478, 551, 490]
- poem-line: ਸਤਿਗੁਰ ਮੇਰੇ ਕ੍ਰਿਪਾ ਕਰਕੇ ......: [602, 890, 717, 902]
- poem-line: ਸਤਿਗੁਰ ਮੇਰੇ ਕ੍ਰਿਪਾ ਕਰਕੇ: [602, 1090, 696, 1102]
- poem-line: ਇਸ ਖੇਤ ਵਿੱਚ ਨਹੀਂ ਰਬਕ ਹੈ ਕੋਈ: [412, 1049, 528, 1061]
- poem-line: ਸੱਜਣ ਠੱਗ ਜਿਹੇ ਲੀਡਰ ਸਾਡੇ: [602, 263, 699, 275]
- article-text: — ਸ਼ਾਹਕੋਟ ਪੁਲਿਸ ਨੇ ਪਿੰਡ ਮਲਸੀਆਂ ਦੇ ਇੱਕ ਵਿਅਕਤੀ ਪਿਆਰਾ ਸਿੰਘ ਨੂੰ ਗ੍ਰਿਫ਼ਤਾਰ ਕੀਤਾ ਹੈ। ਪੁਲਿਸ ਮੁਤਾਬਕ ਉਸ ਪਾਸੋਂ ਇੱਕ ਬੰਦੂਕ ਬਰਾਮਦ ਹੋਈ ਹੈ।: [222, 1261, 390, 1314]
- poem-line: 'ਕੌਡੇ ਰਾਕਸ਼' ਦੇ ਰਾਹਣ ਕੜਾਹੇ: [602, 380, 703, 392]
- poem-line: ਹੁਣ ਤੇ ਆਜਾ ਬਾਬਾ ਆਜਾ।: [602, 1132, 696, 1144]
- poem-line: 'ਕੋਧਰੇ' ਦੇ ਦੁੱਧ ਦਾ ਸਵਾਦ ਦਿਖਾ ਜਾ।: [602, 621, 728, 633]
